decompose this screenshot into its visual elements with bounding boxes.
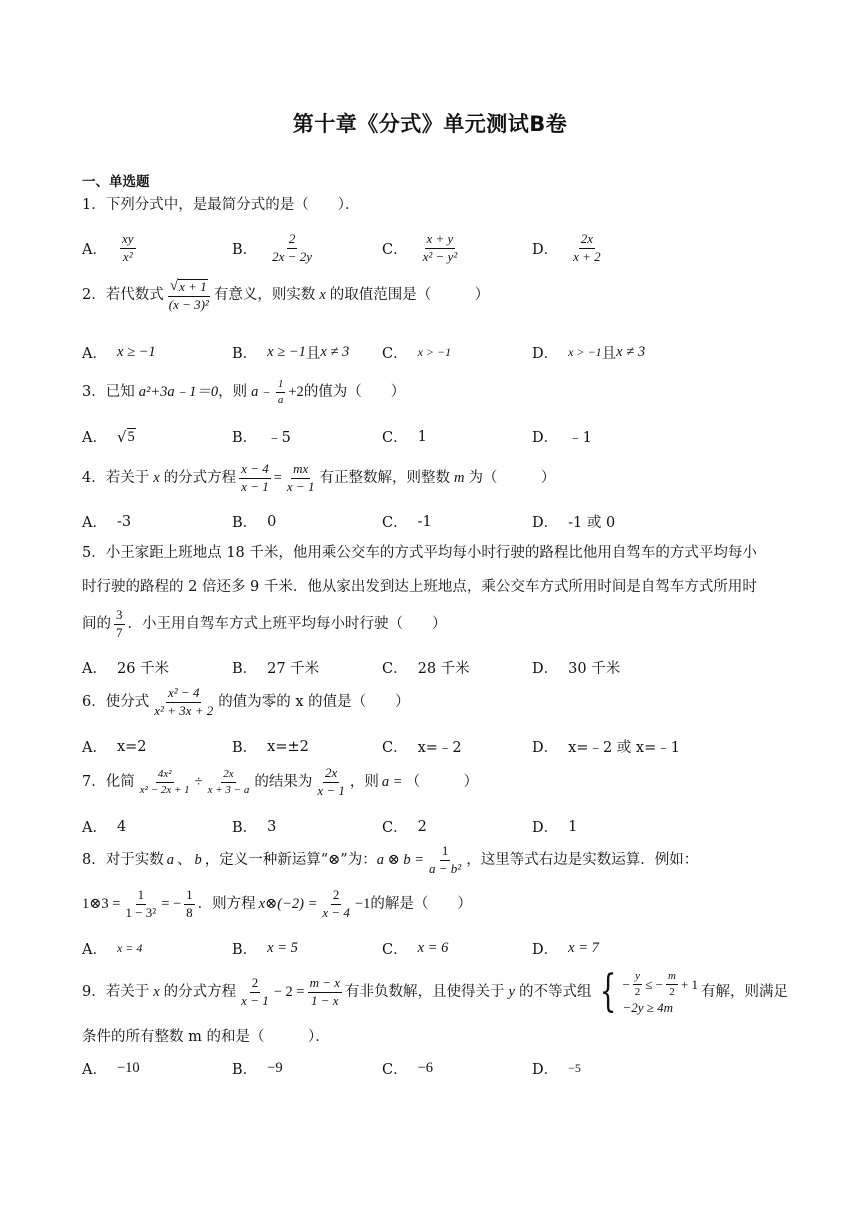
option-a: A． −10 xyxy=(82,1060,140,1078)
option-a: A． -3 xyxy=(82,513,132,531)
option-c: C． x=﹣2 xyxy=(382,740,462,756)
option-d: D． $\frac{2x}{x + 2}$ xyxy=(532,231,601,264)
fraction: $\frac{mx}{x - 1}$ xyxy=(286,461,315,494)
fraction: $\frac{1}{a}$ xyxy=(277,378,284,406)
option-a: A． x=2 xyxy=(82,738,147,756)
fraction: $\frac{2x}{x + 3 - a}$ xyxy=(207,768,250,796)
option-b: B． x=±2 xyxy=(232,738,309,756)
option-b: B． 3 xyxy=(232,818,277,836)
sqrt-symbol: √ 5 xyxy=(116,427,135,446)
option-a: A． √ 5 xyxy=(82,427,135,446)
option-b: B． 27 千米 xyxy=(232,661,320,677)
option-d: D． x = 7 xyxy=(532,940,599,958)
option-d: D． 1 xyxy=(532,818,578,836)
fraction: √ x + 1 (x − 3)² xyxy=(168,278,209,313)
brace-symbol: { xyxy=(600,966,617,1017)
question-9-options xyxy=(82,1058,782,1078)
question-1 xyxy=(82,198,778,213)
question-5: 5．小王家距上班地点 18 千米，他用乘公交车的方式平均每小时行驶的路程比他用自驾车的方式平均每小 xyxy=(82,545,757,561)
fraction: $\frac{m}{2}$ xyxy=(668,970,676,998)
question-4-options xyxy=(82,511,782,531)
option-b: B． $\frac{2}{2x - 2y}$ xyxy=(232,231,312,264)
fraction: $\frac{xy}{\text{x²}}$ xyxy=(121,231,134,264)
option-b: B． 0 xyxy=(232,513,277,531)
option-b: B． x = 5 xyxy=(232,940,298,958)
option-d: D． x > −1 且 x ≠ 3 xyxy=(532,344,646,362)
option-c: C． x = 6 xyxy=(382,940,449,958)
question-9-line-2: 条件的所有整数 m 的和是（ ）． xyxy=(82,1029,330,1045)
question-6-options xyxy=(82,736,782,756)
fraction: $\frac{2x}{x - 1}$ xyxy=(317,765,345,798)
fraction: $\frac{x + y}{\text{x² − y²}}$ xyxy=(422,231,458,264)
question-3-options xyxy=(82,426,782,446)
question-4: 4．若关于 x 的分式方程 $\frac{x - 4}{x - 1}$ = $\frac{mx}{x - 1}$ 有正整数解，则整数 m 为（ ） xyxy=(82,461,556,494)
question-7: 7．化简 $\frac{\text{4x²}}{\text{x² − 2x + 1}}$ ÷ $\frac{2x}{x + 3 - a}$ 的结果为 $\frac{2x}{x - 1}$ ，则 a = （ ） xyxy=(82,765,479,798)
option-c: C． 1 xyxy=(382,428,427,446)
option-b: B． ﹣5 xyxy=(232,430,291,446)
question-2: 2．若代数式 √ x + 1 (x − 3)² 有意义，则实数 x 的取值范围是（ ） xyxy=(82,278,490,313)
option-a: A． x ≥ −1 xyxy=(82,344,156,362)
option-c: C． -1 xyxy=(382,513,432,531)
option-d: D． −5 xyxy=(532,1061,581,1078)
fraction: $\frac{2}{x - 1}$ xyxy=(241,974,269,1008)
question-8: 8．对于实数 a 、 b ，定义一种新运算“⊗”为： a ⊗ b = $\frac{1}{\text{a − b²}}$ ，这里等式右边是实数运算．例如： xyxy=(82,843,699,876)
fraction: $\frac{1}{\text{a − b²}}$ xyxy=(429,843,462,876)
option-a: A． 26 千米 xyxy=(82,661,170,677)
option-d: D． x=﹣2 或 x=﹣1 xyxy=(532,740,680,756)
question-1-options xyxy=(82,231,782,264)
question-8-options xyxy=(82,938,782,958)
option-c: C． $\frac{x + y}{\text{x² − y²}}$ xyxy=(382,231,458,264)
sqrt-symbol: √ x + 1 xyxy=(169,278,207,295)
fraction: $\frac{y}{2}$ xyxy=(634,970,641,998)
section-heading: 一、单选题 xyxy=(82,174,150,190)
fraction: $\frac{2x}{x + 2}$ xyxy=(573,231,601,264)
option-d: D． 30 千米 xyxy=(532,661,621,677)
fraction: $\frac{1}{\text{1 − 3²}}$ xyxy=(125,887,157,920)
option-d: D． ﹣1 xyxy=(532,430,592,446)
question-2-options xyxy=(82,342,782,362)
question-6: 6．使分式 $\frac{\text{x² − 4}}{\text{x² + 3x + 2}}$ 的值为零的 x 的值是（ ） xyxy=(82,685,410,718)
fraction: $\frac{x - 4}{x - 1}$ xyxy=(241,461,269,494)
inequality-system: { − $\frac{y}{2}$ ≤ − $\frac{m}{2}$ + 1 −2y ≥ 4m xyxy=(600,966,699,1017)
question-8-line-2: 1⊗3 = $\frac{1}{\text{1 − 3²}}$ = − $\frac{1}{8}$ ．则方程 x⊗(−2) = $\frac{2}{x - 4}$ −1 的解是（ ） xyxy=(82,887,472,920)
fraction: $\frac{1}{8}$ xyxy=(186,887,193,920)
fraction: $\frac{2}{x - 4}$ xyxy=(322,887,350,920)
question-5-line-3: 间的 $\frac{3}{7}$ ．小王用自驾车方式上班平均每小时行驶（ ） xyxy=(82,607,447,640)
option-a: A． $\frac{xy}{\text{x²}}$ xyxy=(82,231,134,264)
question-5-line-2: 时行驶的路程的 2 倍还多 9 千米．他从家出发到达上班地点，乘公交车方式所用时间是自驾车方式所用时 xyxy=(82,579,757,595)
option-b: B． −9 xyxy=(232,1060,283,1078)
fraction: $\frac{m - x}{1 - x}$ xyxy=(309,974,341,1008)
fraction: $\frac{2}{2x - 2y}$ xyxy=(272,231,312,264)
question-7-options xyxy=(82,816,782,836)
fraction: $\frac{\text{x² − 4}}{\text{x² + 3x + 2}}$ xyxy=(154,685,214,718)
option-c: C． −6 xyxy=(382,1060,434,1078)
option-a: A． 4 xyxy=(82,818,127,836)
option-c: C． 28 千米 xyxy=(382,661,470,677)
question-3: 3．已知 a²+3a﹣1＝0 ，则 a﹣ $\frac{1}{a}$ +2 的值为（ ） xyxy=(82,378,406,406)
question-9: 9．若关于 x 的分式方程 $\frac{2}{x - 1}$ − 2 = $\frac{m - x}{1 - x}$ 有非负数解，且使得关于 y 的不等式组 { − $\frac{y}{2}$ ≤ − $\frac{m}{2}$ + 1 −2y ≥ 4m 有解，则满足 xyxy=(82,966,789,1017)
option-c: C． x > −1 xyxy=(382,345,452,362)
fraction: $\frac{\text{4x²}}{\text{x² − 2x + 1}}$ xyxy=(139,768,190,796)
question-text: 1．下列分式中，是最简分式的是（ ）． xyxy=(82,197,360,213)
option-a: A． x = 4 xyxy=(82,941,143,958)
fraction: $\frac{3}{7}$ xyxy=(116,607,123,640)
question-5-options xyxy=(82,657,782,677)
option-d: D． -1 或 0 xyxy=(532,515,616,531)
option-b: B． x ≥ −1 且 x ≠ 3 xyxy=(232,344,350,362)
page-title: 第十章《分式》单元测试B卷 xyxy=(292,112,568,136)
option-c: C． 2 xyxy=(382,818,427,836)
